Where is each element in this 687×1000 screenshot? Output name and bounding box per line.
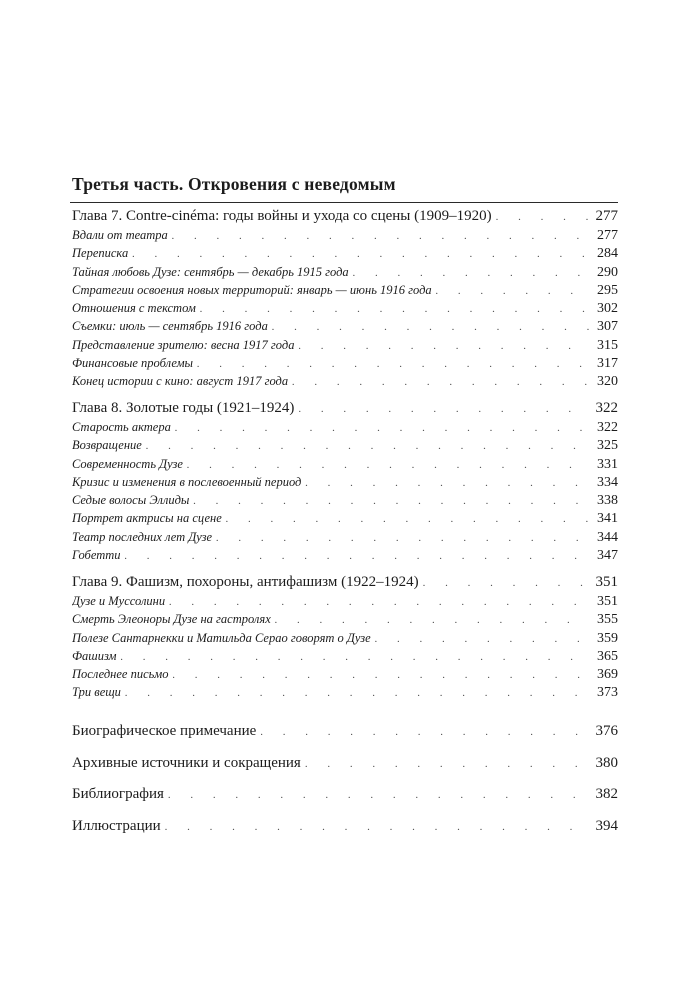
dot-leader <box>125 684 590 701</box>
dot-leader <box>200 300 590 317</box>
page-number: 365 <box>597 648 618 664</box>
dot-leader <box>175 419 590 436</box>
section-title: Смерть Элеоноры Дузе на гастролях <box>72 612 271 627</box>
part-title: Третья часть. Откровения с неведомым <box>72 174 396 194</box>
toc-section[interactable] <box>72 610 618 628</box>
section-title: Конец истории с кино: август 1917 года <box>72 374 289 389</box>
dot-leader <box>193 492 590 509</box>
back-matter-title: Библиография <box>72 786 164 802</box>
dot-leader <box>423 573 590 592</box>
section-title: Дузе и Муссолини <box>72 594 166 608</box>
section-title: Стратегии освоения новых территорий: январь — июнь 1916 года <box>72 282 432 297</box>
toc-section[interactable] <box>72 336 618 354</box>
section-title: Гобетти <box>72 548 121 563</box>
page-number: 290 <box>597 264 618 280</box>
chapter-block-9 <box>72 572 618 702</box>
page-number: 373 <box>597 685 618 701</box>
page-number: 351 <box>595 574 618 590</box>
toc-section[interactable] <box>72 592 618 610</box>
page-number: 351 <box>597 594 618 609</box>
page-number: 307 <box>597 319 618 335</box>
dot-leader <box>169 593 590 610</box>
section-title: Полезе Сантарнекки и Матильда Серао говорят о Дузе <box>72 630 371 645</box>
section-title: Возвращение <box>72 438 142 453</box>
toc-chapter-7[interactable] <box>72 206 618 226</box>
dot-leader <box>168 780 590 811</box>
toc-section[interactable] <box>72 436 618 454</box>
toc-section[interactable] <box>72 299 618 317</box>
dot-leader <box>436 282 590 299</box>
dot-leader <box>305 474 590 491</box>
dot-leader <box>298 399 590 418</box>
dot-leader <box>298 337 590 354</box>
page-number: 394 <box>595 817 618 834</box>
toc-section[interactable] <box>72 317 618 335</box>
page-number: 344 <box>597 529 618 545</box>
dot-leader <box>292 373 590 390</box>
toc-section[interactable] <box>72 665 618 683</box>
part-divider <box>70 202 618 203</box>
dot-leader <box>187 456 590 473</box>
page-number: 302 <box>597 301 618 317</box>
chapter-title: Глава 7. Contre-cinéma: годы войны и ухода со сцены (1909–1920) <box>72 208 492 224</box>
toc-chapter-9[interactable] <box>72 572 618 592</box>
section-title: Кризис и изменения в послевоенный период <box>72 474 302 489</box>
page-number: 334 <box>597 474 618 490</box>
dot-leader <box>260 717 590 748</box>
toc-section[interactable] <box>72 546 618 564</box>
toc-chapter-8[interactable] <box>72 398 618 418</box>
toc-section[interactable] <box>72 509 618 527</box>
toc-section[interactable] <box>72 491 618 509</box>
section-title: Финансовые проблемы <box>72 356 194 371</box>
section-title: Тайная любовь Дузе: сентябрь — декабрь 1915 года <box>72 264 349 279</box>
dot-leader <box>226 510 590 527</box>
page-number: 382 <box>595 786 618 802</box>
page-number: 284 <box>597 246 618 262</box>
back-matter-title: Биографическое примечание <box>72 723 257 739</box>
dot-leader <box>272 318 590 335</box>
toc-section[interactable] <box>72 647 618 665</box>
dot-leader <box>121 648 590 665</box>
dot-leader <box>305 749 590 780</box>
page-number: 320 <box>597 374 618 390</box>
toc-section[interactable] <box>72 354 618 372</box>
section-title: Старость актера <box>72 420 171 434</box>
dot-leader <box>165 812 590 843</box>
toc-section[interactable] <box>72 418 618 436</box>
toc-back-matter-item[interactable] <box>72 811 618 843</box>
chapter-title: Глава 8. Золотые годы (1921–1924) <box>72 400 295 416</box>
toc-section[interactable] <box>72 473 618 491</box>
dot-leader <box>132 245 590 262</box>
page-number: 315 <box>597 337 618 353</box>
toc-section[interactable] <box>72 528 618 546</box>
page-number: 338 <box>597 493 618 509</box>
section-title: Съемки: июль — сентябрь 1916 года <box>72 319 268 334</box>
toc-section[interactable] <box>72 226 618 244</box>
dot-leader <box>173 666 590 683</box>
section-title: Переписка <box>72 246 129 261</box>
toc-back-matter-item[interactable] <box>72 716 618 748</box>
page-number: 341 <box>597 511 618 527</box>
section-title: Современность Дузе <box>72 456 183 471</box>
page-number: 322 <box>595 400 618 416</box>
toc-section[interactable] <box>72 244 618 262</box>
section-title: Фашизм <box>72 648 117 663</box>
toc-section[interactable] <box>72 629 618 647</box>
dot-leader <box>146 437 590 454</box>
section-title: Седые волосы Эллиды <box>72 493 190 508</box>
page-number: 376 <box>595 723 618 739</box>
section-title: Представление зрителю: весна 1917 года <box>72 337 295 352</box>
back-matter-title: Иллюстрации <box>72 817 161 834</box>
page-number: 295 <box>597 282 618 298</box>
back-matter <box>72 716 618 842</box>
page-number: 331 <box>597 456 618 472</box>
toc-section[interactable] <box>72 455 618 473</box>
toc-back-matter-item[interactable] <box>72 748 618 780</box>
page-number: 317 <box>597 356 618 372</box>
page-number: 359 <box>597 630 618 646</box>
section-title: Три вещи <box>72 685 121 700</box>
section-title: Вдали от театра <box>72 228 168 242</box>
dot-leader <box>125 547 590 564</box>
page-number: 277 <box>595 208 618 224</box>
dot-leader <box>275 611 590 628</box>
chapter-title: Глава 9. Фашизм, похороны, антифашизм (1922–1924) <box>72 574 419 590</box>
section-title: Отношения с текстом <box>72 301 196 316</box>
page-number: 325 <box>597 438 618 454</box>
page-number: 347 <box>597 548 618 564</box>
dot-leader <box>375 630 590 647</box>
dot-leader <box>216 529 590 546</box>
toc-section[interactable] <box>72 683 618 701</box>
section-title: Последнее письмо <box>72 667 169 682</box>
dot-leader <box>172 227 590 244</box>
toc-back-matter-item[interactable] <box>72 779 618 811</box>
section-title: Портрет актрисы на сцене <box>72 511 222 526</box>
page-number: 277 <box>597 228 618 243</box>
dot-leader <box>353 264 590 281</box>
toc-section[interactable] <box>72 263 618 281</box>
page-number: 355 <box>597 612 618 628</box>
dot-leader <box>197 355 590 372</box>
page-number: 369 <box>597 667 618 683</box>
page-number: 380 <box>595 754 618 771</box>
toc-section[interactable] <box>72 372 618 390</box>
dot-leader <box>496 207 590 226</box>
page-number: 322 <box>597 420 618 435</box>
chapter-block-7 <box>72 206 618 391</box>
chapter-block-8 <box>72 398 618 564</box>
toc-section[interactable] <box>72 281 618 299</box>
section-title: Театр последних лет Дузе <box>72 529 213 544</box>
back-matter-title: Архивные источники и сокращения <box>72 754 301 771</box>
